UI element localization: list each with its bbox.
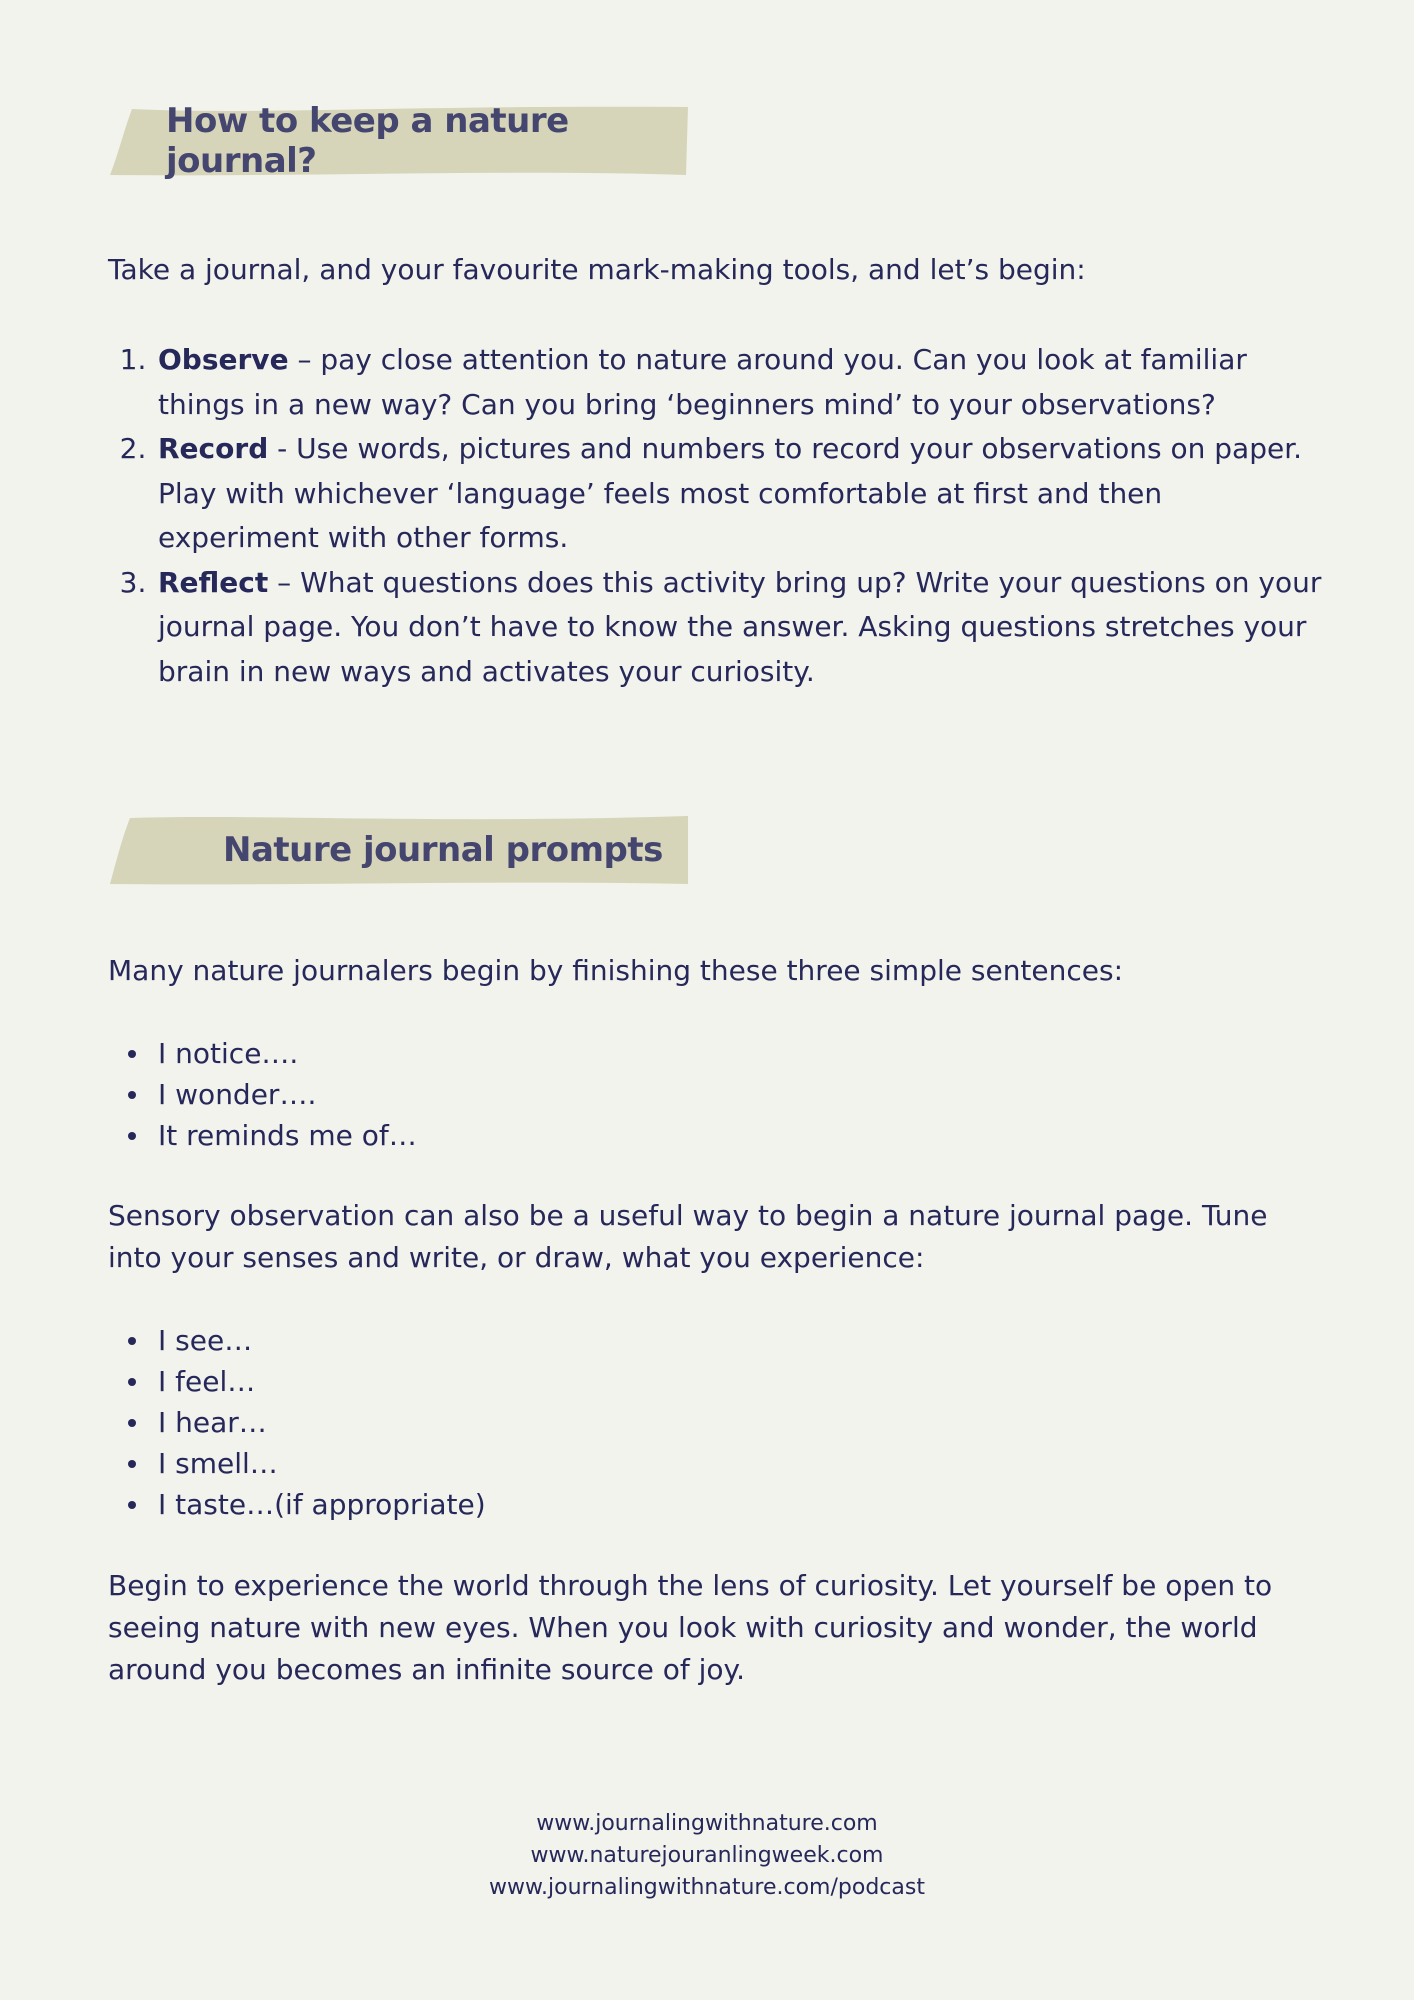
list-item	[108, 427, 1330, 561]
step-text: – What questions does this activity bring up? Write your questions on your journal page. You don’t have to know the answer. Asking questions stretches your brain in new ways and activates your curiosity.	[158, 565, 1322, 688]
intro-text: Many nature journalers begin by finishing these three simple sentences:	[108, 954, 1124, 987]
sensory-intro-text: Sensory observation can also be a useful way to begin a nature journal page. Tune into your senses and write, or draw, what you experience:	[108, 1199, 1268, 1274]
step-text: - Use words, pictures and numbers to record your observations on paper. Play with whichever ‘language’ feels most comfortable at first and then experiment with other forms.	[158, 432, 1303, 554]
section-heading: How to keep a nature journal?	[166, 101, 569, 181]
list-number: 3.	[119, 565, 147, 599]
prompts-list	[108, 1033, 417, 1156]
list-item	[108, 561, 1330, 695]
list-item: I taste…(if appropriate)	[108, 1484, 486, 1525]
intro-text: Take a journal, and your favourite mark-making tools, and let’s begin:	[108, 253, 1086, 286]
footer-link[interactable]: www.journalingwithnature.com/podcast	[489, 1875, 925, 1900]
section-heading-banner	[110, 101, 688, 181]
list-item	[108, 338, 1330, 427]
list-item: It reminds me of…	[108, 1115, 417, 1156]
section-heading: Nature journal prompts	[223, 830, 663, 870]
footer-link[interactable]: www.naturejouranlingweek.com	[530, 1843, 884, 1868]
step-term: Observe	[158, 343, 289, 376]
step-term: Reflect	[158, 565, 269, 599]
list-item: I wonder….	[108, 1074, 417, 1115]
list-number: 1.	[119, 343, 147, 376]
senses-list	[108, 1320, 486, 1525]
footer-links	[0, 1808, 1414, 1904]
list-item: I hear…	[108, 1402, 486, 1443]
list-item: I notice….	[108, 1033, 417, 1074]
list-item: I smell…	[108, 1443, 486, 1484]
list-item: I feel…	[108, 1361, 486, 1402]
list-item: I see…	[108, 1320, 486, 1361]
list-number: 2.	[119, 432, 147, 465]
footer-link[interactable]: www.journalingwithnature.com	[536, 1811, 878, 1836]
step-term: Record	[158, 432, 269, 465]
closing-text: Begin to experience the world through the lens of curiosity. Let yourself be open to seeing nature with new eyes. When you look with curiosity and wonder, the world around you becomes an infinite source of joy.	[108, 1569, 1273, 1686]
section-heading-banner	[110, 814, 688, 886]
steps-list	[108, 338, 1330, 694]
step-text: – pay close attention to nature around you. Can you look at familiar things in a new way? Can you bring ‘beginners mind’ to your observations?	[158, 343, 1247, 421]
